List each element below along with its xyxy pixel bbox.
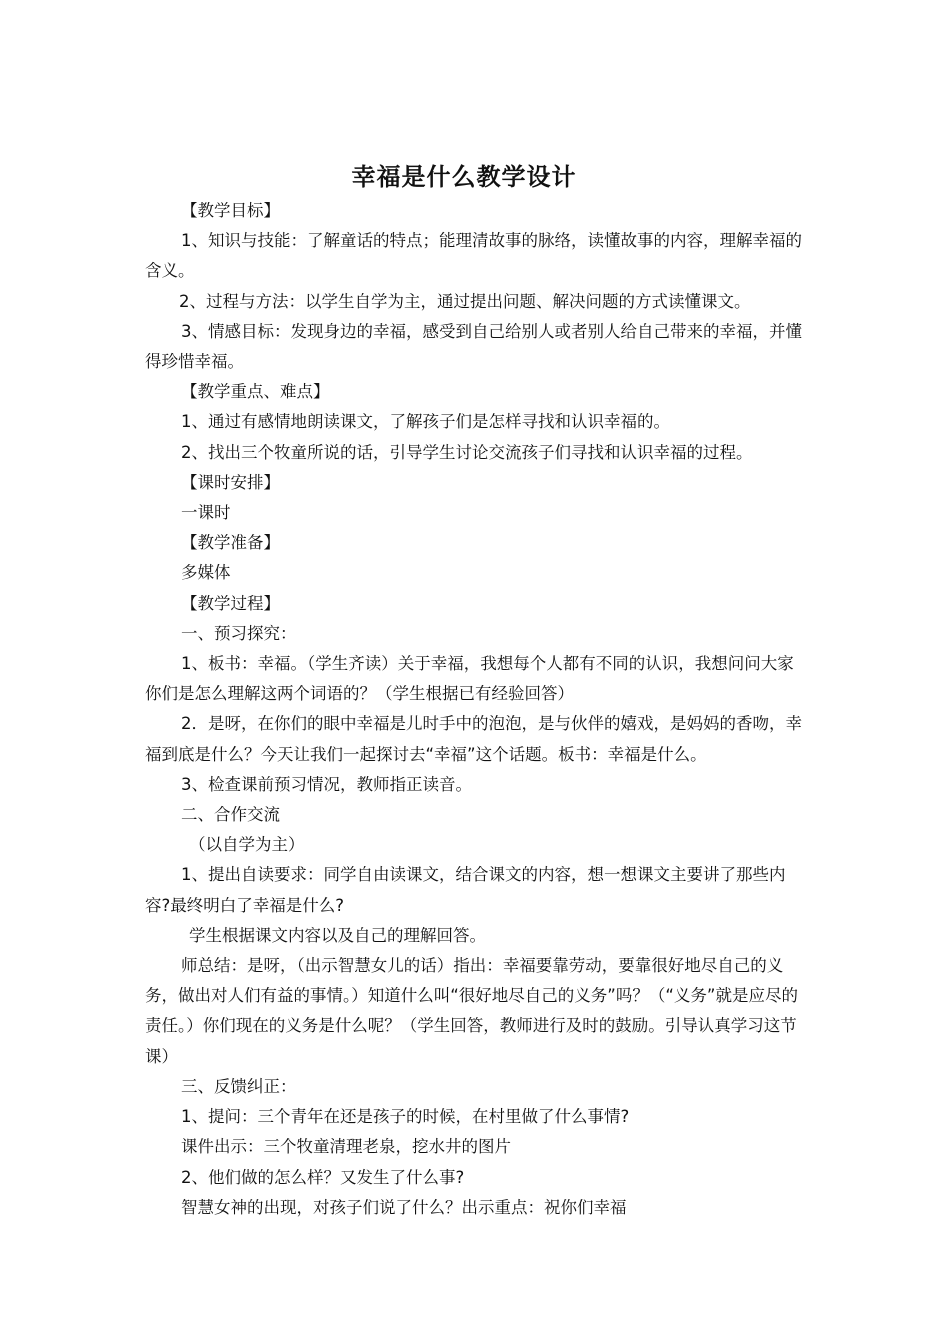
section-heading-process: 【教学过程】 (181, 593, 280, 613)
document-body (145, 196, 805, 1223)
subsection-heading: 一、预习探究： (181, 623, 297, 643)
section-heading-key-points: 【教学重点、难点】 (181, 382, 330, 402)
paragraph: 2、找出三个牧童所说的话，引导学生讨论交流孩子们寻找和认识幸福的过程。 (181, 442, 753, 462)
paragraph: 一课时 (181, 503, 231, 523)
paragraph: 课件出示：三个牧童清理老泉，挖水井的图片 (181, 1137, 511, 1157)
section-heading-schedule: 【课时安排】 (181, 472, 280, 492)
section-heading-objectives: 【教学目标】 (181, 201, 280, 220)
document-title: 幸福是什么教学设计 (351, 163, 577, 191)
paragraph: 1、板书：幸福。（学生齐读）关于幸福，我想每个人都有不同的认识，我想问问大家你们是怎么理解这两个词语的？（学生根据已有经验回答） (145, 654, 794, 704)
section-heading-preparation: 【教学准备】 (181, 533, 280, 553)
paragraph: 1、通过有感情地朗读课文，了解孩子们是怎样寻找和认识幸福的。 (181, 412, 670, 432)
paragraph: 1、知识与技能：了解童话的特点；能理清故事的脉络，读懂故事的内容，理解幸福的含义。 (145, 231, 802, 281)
paragraph: 学生根据课文内容以及自己的理解回答。 (189, 925, 486, 945)
paragraph: 2、过程与方法：以学生自学为主，通过提出问题、解决问题的方式读懂课文。 (179, 291, 751, 311)
subsection-heading: 三、反馈纠正： (181, 1076, 297, 1096)
paragraph: 师总结：是呀，（出示智慧女儿的话）指出：幸福要靠劳动，要靠很好地尽自己的义务，做出对人们有益的事情。）知道什么叫“很好地尽自己的义务”吗？（“义务”就是应尽的责任。）你们现在的义务是什么呢？（学生回答，教师进行及时的鼓励。引导认真学习这节课） (145, 956, 798, 1066)
paragraph: 2、他们做的怎么样？又发生了什么事? (181, 1167, 465, 1187)
paragraph: 2．是呀，在你们的眼中幸福是儿时手中的泡泡，是与伙伴的嬉戏，是妈妈的香吻，幸福到底是什么？今天让我们一起探讨去“幸福”这个话题。板书：幸福是什么。 (145, 714, 802, 764)
paragraph: 多媒体 (181, 563, 231, 583)
paragraph: （以自学为主） (189, 835, 305, 855)
subsection-heading: 二、合作交流 (181, 805, 280, 825)
paragraph: 智慧女神的出现，对孩子们说了什么？出示重点：祝你们幸福 (181, 1197, 627, 1217)
paragraph: 3、检查课前预习情况，教师指正读音。 (181, 774, 472, 794)
paragraph: 3、情感目标：发现身边的幸福，感受到自己给别人或者别人给自己带来的幸福，并懂得珍惜幸福。 (145, 321, 802, 372)
paragraph: 1、提出自读要求：同学自由读课文，结合课文的内容，想一想课文主要讲了那些内容?最终明白了幸福是什么? (145, 865, 786, 915)
paragraph: 1、提问：三个青年在还是孩子的时候，在村里做了什么事情? (181, 1107, 630, 1127)
